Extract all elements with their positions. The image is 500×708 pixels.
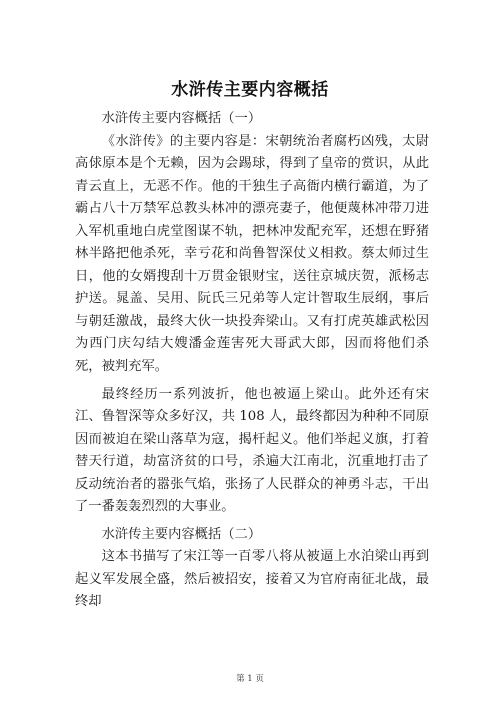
page-title: 水浒传主要内容概括 xyxy=(171,80,329,100)
page-number: 第 1 页 xyxy=(236,674,264,684)
paragraph-summary-1: 《水浒传》的主要内容是：宋朝统治者腐朽凶残，太尉高俅原本是个无赖，因为会踢球，得到了皇帝的赏识，从此青云直上，无恶不作。他的干独生子高衙内横行霸道，为了霸占八十万禁军总教头林冲的漂亮妻子，他便蔑林冲带刀进入军机重地白虎堂图谋不轨，把林冲发配充军，还想在野猪林半路把他杀死，幸亏花和尚鲁智深仗义相救。蔡太师过生日，他的女婿搜刮十万贯金银财宝，送往京城庆贺，派杨志护送。晁盖、吴用、阮氏三兄弟等人定计智取生辰纲，事后与朝廷激战，最终大伙一块投奔梁山。又有打虎英雄武松因为西门庆勾结大嫂潘金莲害死大哥武大郎，因而将他们杀死，被判充军。 xyxy=(75,133,429,375)
paragraph-summary-3: 这本书描写了宋江等一百零八将从被逼上水泊梁山再到起义军发展全盛，然后被招安，接着又为官府南征北战，最终却 xyxy=(75,549,429,610)
document-body xyxy=(75,108,429,614)
paragraph-summary-2: 最终经历一系列波折，他也被逼上梁山。此外还有宋江、鲁智深等众多好汉，共 108 人，最终都因为种种不同原因而被迫在梁山落草为寇，揭杆起义。他们举起义旗，打着替天行道，劫富济贫的口号，杀遍大江南北，沉重地打击了反动统治者的嚣张气焰，张扬了人民群众的神勇斗志，干出了一番轰轰烈烈的大事业。 xyxy=(75,386,429,515)
section-heading-1: 水浒传主要内容概括（一） xyxy=(101,111,262,126)
section-heading-2: 水浒传主要内容概括（二） xyxy=(101,526,262,542)
